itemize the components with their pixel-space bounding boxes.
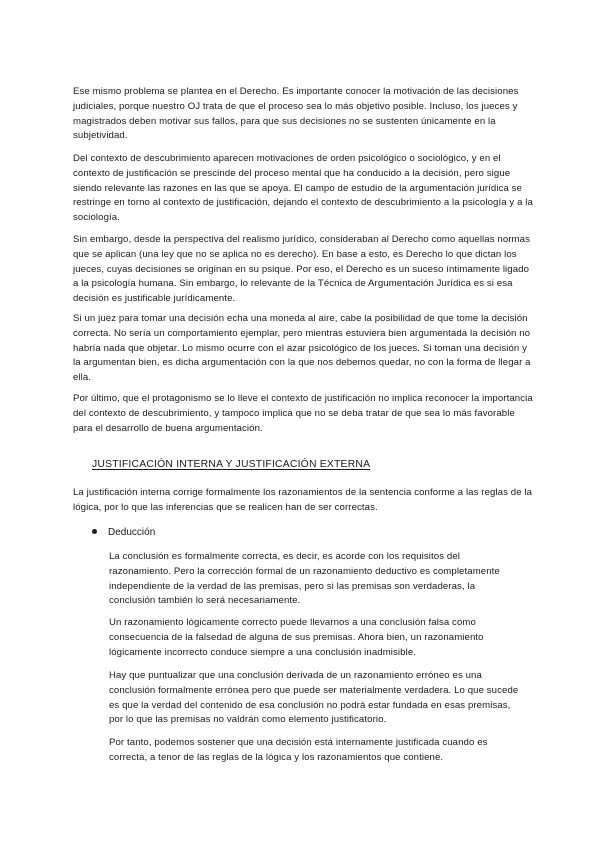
paragraph-5: Por último, que el protagonismo se lo lleve el contexto de justificación no implica reconocer la importancia del contexto de descubrimiento, y tampoco implica que no se deba tratar de que sea lo más favorable para el desarrollo de buena argumentación. (73, 393, 533, 434)
paragraph-3: Sin embargo, desde la perspectiva del realismo jurídico, consideraban al Derecho como aquellas normas que se aplican (una ley que no se aplica no es derecho). En base a esto, es Derecho lo que dictan los jueces, cuyas decisiones se originan en su psique. Por eso, el Derecho es un suceso íntimamente ligado a la psicología humana. Sin embargo, lo relevante de la Técnica de Argumentación Jurídica es si esa decisión es justificable jurídicamente. (73, 234, 530, 305)
section-heading: JUSTIFICACIÓN INTERNA Y JUSTIFICACIÓN EXTERNA (92, 459, 371, 470)
bullet-dot-icon (92, 529, 97, 534)
sub-paragraph-1: La conclusión es formalmente correcta, es decir, es acorde con los requisitos del razonamiento. Pero la corrección formal de un razonamiento deductivo es completamente independiente de la verdad de las premisas, pero si las premisas son verdaderas, la conclusión también lo será necesariamente. (109, 551, 500, 607)
bullet-item (92, 526, 155, 540)
sub-paragraph-4: Por tanto, podemos sostener que una decisión está internamente justificada cuando es correcta, a tenor de las reglas de la lógica y los razonamientos que contiene. (109, 737, 488, 763)
sub-paragraph-2: Un razonamiento lógicamente correcto puede llevarnos a una conclusión falsa como consecuencia de la falsedad de alguna de sus premisas. Ahora bien, un razonamiento lógicamente incorrecto conduce siempre a una conclusión inadmisible. (109, 617, 484, 658)
sub-paragraph-3: Hay que puntualizar que una conclusión derivada de un razonamiento erróneo es una conclusión formalmente errónea pero que puede ser materialmente verdadera. Lo que sucede es que la verdad del contenido de esa conclusión no podrá estar fundada en esas premisas, por lo que las premisas no valdrán como elemento justificatorio. (109, 670, 519, 726)
section-intro: La justificación interna corrige formalmente los razonamientos de la sentencia conforme a las reglas de la lógica, por lo que las inferencias que se realicen han de ser correctas. (73, 487, 533, 513)
paragraph-4: Si un juez para tomar una decisión echa una moneda al aire, cabe la posibilidad de que tome la decisión correcta. No sería un comportamiento ejemplar, pero mientras estuviera bien argumentada la decisión no habría nada que objetar. Lo mismo ocurre con el azar psicológico de los jueces. Si toman una decisión y la argumentan bien, es dicha argumentación con la que nos debemos quedar, no con la forma de llegar a ella. (73, 313, 531, 384)
paragraph-2: Del contexto de descubrimiento aparecen motivaciones de orden psicológico o sociológico, y en el contexto de justificación se prescinde del proceso mental que ha conducido a la decisión, pero sigue siendo relevante las razones en las que se apoya. El campo de estudio de la argumentación jurídica se restringe en torno al contexto de justificación, dejando el contexto de descubrimiento a la psicología y a la sociología. (73, 153, 533, 224)
bullet-label: Deducción (108, 527, 156, 538)
paragraph-1: Ese mismo problema se plantea en el Derecho. Es importante conocer la motivación de las decisiones judiciales, porque nuestro OJ trata de que el proceso sea lo más objetivo posible. Incluso, los jueces y magistrados deben motivar sus fallos, para que sus decisiones no se sustenten únicamente en la subjetividad. (73, 86, 519, 142)
